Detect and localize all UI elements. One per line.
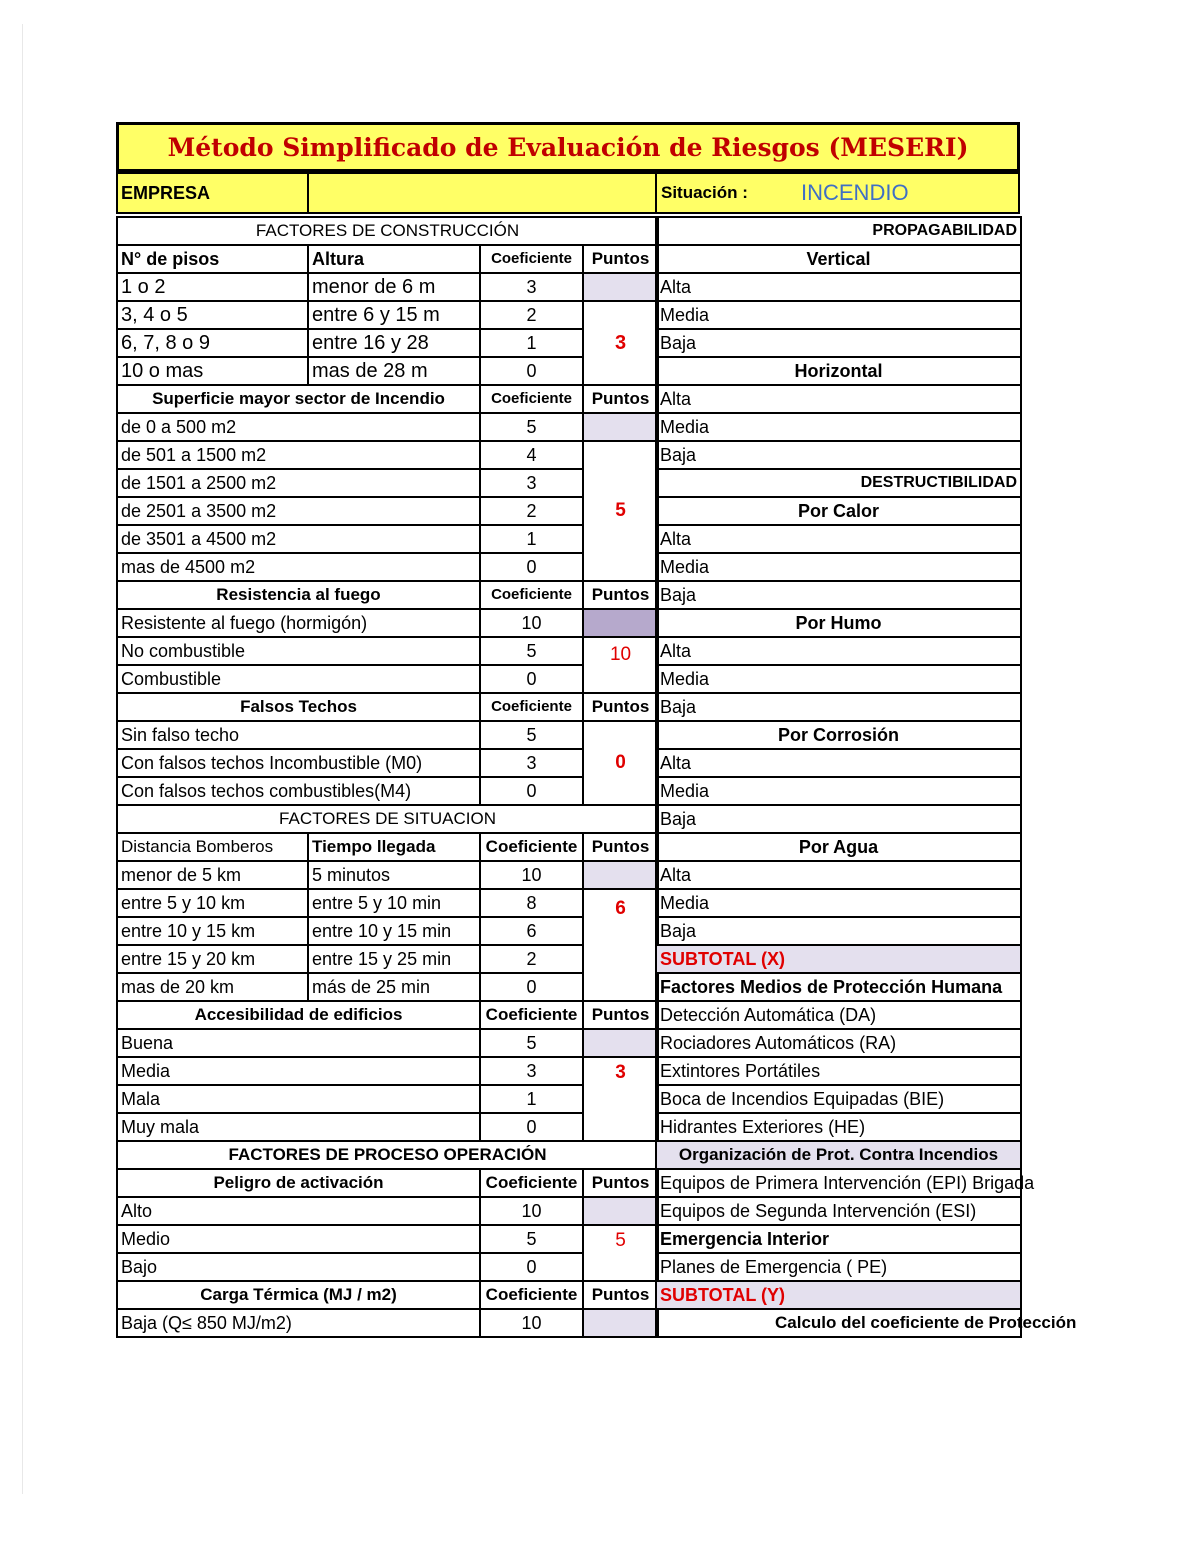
table-cell: 2 xyxy=(480,301,583,329)
table-cell: 0 xyxy=(480,777,583,805)
table-cell: Alta xyxy=(656,749,1021,777)
table-cell: 5 xyxy=(480,413,583,441)
table-cell: de 3501 a 4500 m2 xyxy=(117,525,480,553)
table-cell: mas de 28 m xyxy=(308,357,480,385)
table-cell: Baja xyxy=(656,581,1021,609)
table-cell: Baja xyxy=(656,441,1021,469)
table-cell: 5 xyxy=(480,721,583,749)
situacion-title: FACTORES DE SITUACION xyxy=(117,805,658,833)
table-cell: 3 xyxy=(480,469,583,497)
puntos-shade xyxy=(583,1309,658,1337)
situacion-value: INCENDIO xyxy=(801,180,909,205)
table-cell: Media xyxy=(656,665,1021,693)
propagabilidad-header: PROPAGABILIDAD xyxy=(656,217,1021,245)
table-cell: Resistente al fuego (hormigón) xyxy=(117,609,480,637)
section-header: Resistencia al fuego xyxy=(117,581,480,609)
header-row xyxy=(116,172,1020,214)
table-cell: Planes de Emergencia ( PE) xyxy=(656,1253,1021,1281)
col-header: Distancia Bomberos xyxy=(117,833,308,861)
col-header: Coeficiente xyxy=(480,1001,583,1029)
table-cell: Equipos de Primera Intervención (EPI) Brigada xyxy=(656,1169,1021,1197)
puntos-value: 10 xyxy=(583,637,658,693)
empresa-value-field[interactable] xyxy=(307,172,657,214)
table-cell: 10 xyxy=(480,609,583,637)
col-header: Puntos xyxy=(583,1281,658,1309)
table-cell: Sin falso techo xyxy=(117,721,480,749)
col-header: Coeficiente xyxy=(480,693,583,721)
left-table xyxy=(116,216,659,1338)
table-cell: Con falsos techos combustibles(M4) xyxy=(117,777,480,805)
col-header: N° de pisos xyxy=(117,245,308,273)
col-header: Puntos xyxy=(583,833,658,861)
table-cell: No combustible xyxy=(117,637,480,665)
page-edge xyxy=(22,24,23,1494)
destructibilidad-header: DESTRUCTIBILIDAD xyxy=(656,469,1021,497)
table-cell: Media xyxy=(656,413,1021,441)
table-cell: Medio xyxy=(117,1225,480,1253)
table-cell: Alto xyxy=(117,1197,480,1225)
table-cell: 5 xyxy=(480,637,583,665)
section-header: Falsos Techos xyxy=(117,693,480,721)
medios-header: Factores Medios de Protección Humana xyxy=(656,973,1021,1001)
por-calor-header: Por Calor xyxy=(656,497,1021,525)
table-cell: Baja xyxy=(656,693,1021,721)
col-header: Puntos xyxy=(583,385,658,413)
puntos-value: 5 xyxy=(583,441,658,581)
table-cell: Rociadores Automáticos (RA) xyxy=(656,1029,1021,1057)
table-cell: de 0 a 500 m2 xyxy=(117,413,480,441)
puntos-shade xyxy=(583,609,658,637)
table-cell: Combustible xyxy=(117,665,480,693)
table-cell: Hidrantes Exteriores (HE) xyxy=(656,1113,1021,1141)
table-cell: Equipos de Segunda Intervención (ESI) xyxy=(656,1197,1021,1225)
table-cell: 5 xyxy=(480,1029,583,1057)
table-cell: entre 16 y 28 xyxy=(308,329,480,357)
col-header: Tiempo llegada xyxy=(308,833,480,861)
section-header: Carga Térmica (MJ / m2) xyxy=(117,1281,480,1309)
table-cell: mas de 4500 m2 xyxy=(117,553,480,581)
title-band xyxy=(116,122,1020,172)
table-cell: Baja xyxy=(656,917,1021,945)
subtotal-y: SUBTOTAL (Y) xyxy=(656,1281,1021,1309)
puntos-shade xyxy=(583,273,658,301)
col-header: Coeficiente xyxy=(480,1281,583,1309)
table-cell: Media xyxy=(656,301,1021,329)
section-header: Peligro de activación xyxy=(117,1169,480,1197)
table-cell: Con falsos techos Incombustible (M0) xyxy=(117,749,480,777)
table-cell: entre 15 y 20 km xyxy=(117,945,308,973)
table-cell: 2 xyxy=(480,945,583,973)
table-cell: 0 xyxy=(480,357,583,385)
horizontal-header: Horizontal xyxy=(656,357,1021,385)
table-cell: Media xyxy=(656,777,1021,805)
emergencia-header: Emergencia Interior xyxy=(656,1225,1021,1253)
page-title: Método Simplificado de Evaluación de Riesgos (MESERI) xyxy=(167,132,969,162)
puntos-value: 6 xyxy=(583,889,658,1001)
table-cell: 6 xyxy=(480,917,583,945)
organizacion-header: Organización de Prot. Contra Incendios xyxy=(656,1141,1021,1169)
table-cell: entre 5 y 10 km xyxy=(117,889,308,917)
col-header: Coeficiente xyxy=(480,385,583,413)
table-cell: 0 xyxy=(480,553,583,581)
col-header: Altura xyxy=(308,245,480,273)
table-cell: de 1501 a 2500 m2 xyxy=(117,469,480,497)
col-header: Coeficiente xyxy=(480,833,583,861)
table-cell: Boca de Incendios Equipadas (BIE) xyxy=(656,1085,1021,1113)
table-cell: 1 o 2 xyxy=(117,273,308,301)
table-cell: 1 xyxy=(480,1085,583,1113)
table-cell: 1 xyxy=(480,329,583,357)
table-cell: de 2501 a 3500 m2 xyxy=(117,497,480,525)
table-cell: Alta xyxy=(656,637,1021,665)
table-cell: menor de 5 km xyxy=(117,861,308,889)
table-cell: Baja xyxy=(656,805,1021,833)
empresa-label-cell xyxy=(116,172,309,214)
table-cell: 5 minutos xyxy=(308,861,480,889)
table-cell: 10 xyxy=(480,861,583,889)
calculo-header: Calculo del coeficiente de Protección xyxy=(656,1309,1021,1337)
table-cell: entre 6 y 15 m xyxy=(308,301,480,329)
table-cell: 10 o mas xyxy=(117,357,308,385)
puntos-shade xyxy=(583,1197,658,1225)
table-cell: 6, 7, 8 o 9 xyxy=(117,329,308,357)
puntos-shade xyxy=(583,1029,658,1057)
table-cell: entre 10 y 15 km xyxy=(117,917,308,945)
table-cell: Baja (Q≤ 850 MJ/m2) xyxy=(117,1309,480,1337)
table-cell: 0 xyxy=(480,1113,583,1141)
table-cell: de 501 a 1500 m2 xyxy=(117,441,480,469)
table-cell: Alta xyxy=(656,273,1021,301)
por-corrosion-header: Por Corrosión xyxy=(656,721,1021,749)
table-cell: 3 xyxy=(480,273,583,301)
table-cell: entre 5 y 10 min xyxy=(308,889,480,917)
empresa-label: EMPRESA xyxy=(121,182,211,203)
col-header: Puntos xyxy=(583,1169,658,1197)
por-agua-header: Por Agua xyxy=(656,833,1021,861)
vertical-header: Vertical xyxy=(656,245,1021,273)
col-header: Puntos xyxy=(583,245,658,273)
table-cell: 10 xyxy=(480,1309,583,1337)
subtotal-x: SUBTOTAL (X) xyxy=(656,945,1021,973)
puntos-value: 0 xyxy=(583,721,658,805)
table-cell: Media xyxy=(656,889,1021,917)
table-cell: Muy mala xyxy=(117,1113,480,1141)
table-cell: Bajo xyxy=(117,1253,480,1281)
puntos-shade xyxy=(583,861,658,889)
table-cell: entre 15 y 25 min xyxy=(308,945,480,973)
table-cell: entre 10 y 15 min xyxy=(308,917,480,945)
puntos-value: 5 xyxy=(583,1225,658,1281)
proceso-title: FACTORES DE PROCESO OPERACIÓN xyxy=(117,1141,658,1169)
table-cell: Alta xyxy=(656,861,1021,889)
table-cell: 2 xyxy=(480,497,583,525)
table-cell: 3, 4 o 5 xyxy=(117,301,308,329)
table-cell: 1 xyxy=(480,525,583,553)
table-cell: Media xyxy=(117,1057,480,1085)
table-cell: menor de 6 m xyxy=(308,273,480,301)
table-cell: Buena xyxy=(117,1029,480,1057)
table-cell: 8 xyxy=(480,889,583,917)
section-header: Superficie mayor sector de Incendio xyxy=(117,385,480,413)
por-humo-header: Por Humo xyxy=(656,609,1021,637)
col-header: Coeficiente xyxy=(480,245,583,273)
table-cell: 10 xyxy=(480,1197,583,1225)
table-cell: 0 xyxy=(480,1253,583,1281)
table-cell: 0 xyxy=(480,973,583,1001)
table-cell: 4 xyxy=(480,441,583,469)
table-cell: 0 xyxy=(480,665,583,693)
meseri-sheet xyxy=(116,122,1077,1412)
table-cell: Alta xyxy=(656,525,1021,553)
puntos-value: 3 xyxy=(583,301,658,385)
right-table xyxy=(655,216,1077,1338)
puntos-value: 3 xyxy=(583,1057,658,1141)
table-cell: Media xyxy=(656,553,1021,581)
construccion-title: FACTORES DE CONSTRUCCIÓN xyxy=(117,217,658,245)
section-header: Accesibilidad de edificios xyxy=(117,1001,480,1029)
col-header: Puntos xyxy=(583,581,658,609)
table-cell: 3 xyxy=(480,749,583,777)
col-header: Coeficiente xyxy=(480,1169,583,1197)
table-cell: Extintores Portátiles xyxy=(656,1057,1021,1085)
table-cell: mas de 20 km xyxy=(117,973,308,1001)
table-cell: Detección Automática (DA) xyxy=(656,1001,1021,1029)
situacion-cell xyxy=(655,172,1020,214)
table-cell: Baja xyxy=(656,329,1021,357)
table-cell: 3 xyxy=(480,1057,583,1085)
table-cell: 5 xyxy=(480,1225,583,1253)
col-header: Coeficiente xyxy=(480,581,583,609)
situacion-label: Situación : xyxy=(661,183,748,202)
puntos-shade xyxy=(583,413,658,441)
col-header: Puntos xyxy=(583,693,658,721)
table-cell: más de 25 min xyxy=(308,973,480,1001)
table-cell: Mala xyxy=(117,1085,480,1113)
col-header: Puntos xyxy=(583,1001,658,1029)
table-cell: Alta xyxy=(656,385,1021,413)
